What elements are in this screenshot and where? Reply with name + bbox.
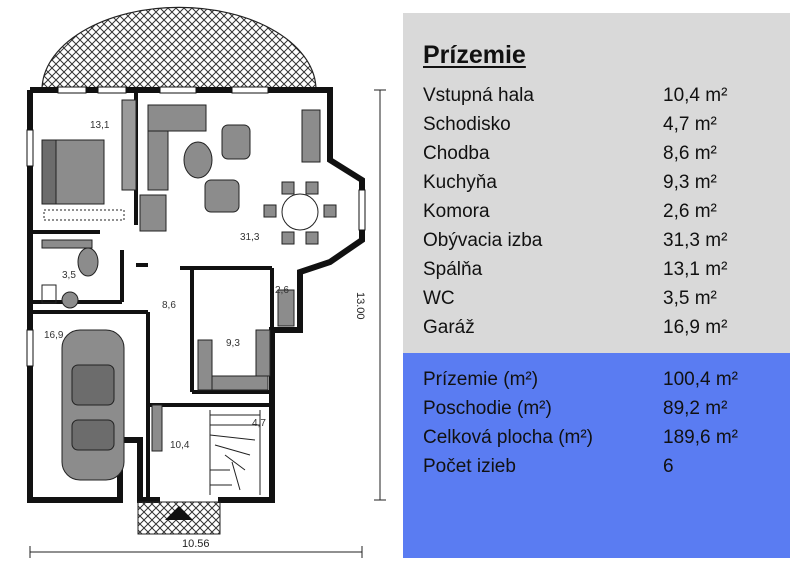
room-label-hala: 10,4 — [170, 440, 190, 451]
room-row — [423, 230, 783, 256]
room-row — [423, 85, 783, 111]
wardrobe-strip — [44, 210, 124, 220]
room-area: 13,1 m² — [663, 259, 728, 280]
summary-row — [423, 398, 783, 424]
room-area: 10,4 m² — [663, 85, 728, 106]
room-row — [423, 114, 783, 140]
room-area: 16,9 m² — [663, 317, 728, 338]
summary-value: 89,2 m² — [663, 398, 728, 419]
summary-name: Prízemie (m²) — [423, 369, 539, 390]
room-name: Garáž — [423, 317, 475, 338]
room-name: Obývacia izba — [423, 230, 543, 251]
fireplace — [140, 195, 166, 231]
car — [62, 330, 124, 480]
dining-set — [264, 182, 336, 244]
dimension-height: 13.00 — [354, 292, 366, 320]
room-name: Kuchyňa — [423, 172, 497, 193]
room-row — [423, 201, 783, 227]
tv-cabinet — [302, 110, 320, 162]
summary-name: Poschodie (m²) — [423, 398, 552, 419]
dimension-width: 10.56 — [182, 538, 210, 550]
room-area: 4,7 m² — [663, 114, 717, 135]
entrance-step — [138, 502, 220, 534]
summary-row — [423, 427, 783, 453]
room-label-wc: 3,5 — [62, 270, 76, 281]
room-row — [423, 288, 783, 314]
hall-wardrobe — [152, 405, 162, 451]
summary-value: 100,4 m² — [663, 369, 738, 390]
panel-title: Prízemie — [423, 41, 526, 69]
room-row — [423, 259, 783, 285]
bed — [42, 140, 104, 204]
room-name: Spálňa — [423, 259, 483, 280]
room-name: Vstupná hala — [423, 85, 534, 106]
room-name: WC — [423, 288, 455, 309]
room-label-spalna: 13,1 — [90, 120, 110, 131]
room-name: Chodba — [423, 143, 490, 164]
room-label-komora: 2,6 — [275, 285, 289, 296]
room-area: 2,6 m² — [663, 201, 717, 222]
summary-name: Celková plocha (m²) — [423, 427, 593, 448]
room-row — [423, 172, 783, 198]
armchairs — [184, 125, 250, 212]
room-label-garaz: 16,9 — [44, 330, 64, 341]
room-area: 31,3 m² — [663, 230, 728, 251]
summary-name: Počet izieb — [423, 456, 516, 477]
wardrobe-bedroom — [122, 100, 136, 190]
area-table — [403, 13, 790, 558]
room-area: 9,3 m² — [663, 172, 717, 193]
room-area: 3,5 m² — [663, 288, 717, 309]
summary-value: 6 — [663, 456, 674, 477]
room-label-kuchyna: 9,3 — [226, 338, 240, 349]
room-label-chodba: 8,6 — [162, 300, 176, 311]
room-label-obyvacia: 31,3 — [240, 232, 260, 243]
summary-value: 189,6 m² — [663, 427, 738, 448]
summary-row — [423, 369, 783, 395]
room-area: 8,6 m² — [663, 143, 717, 164]
room-row — [423, 143, 783, 169]
terrace — [42, 7, 316, 90]
summary-row — [423, 456, 783, 482]
room-row — [423, 317, 783, 343]
room-name: Schodisko — [423, 114, 511, 135]
room-name: Komora — [423, 201, 490, 222]
room-label-schodisko: 4,7 — [252, 418, 266, 429]
